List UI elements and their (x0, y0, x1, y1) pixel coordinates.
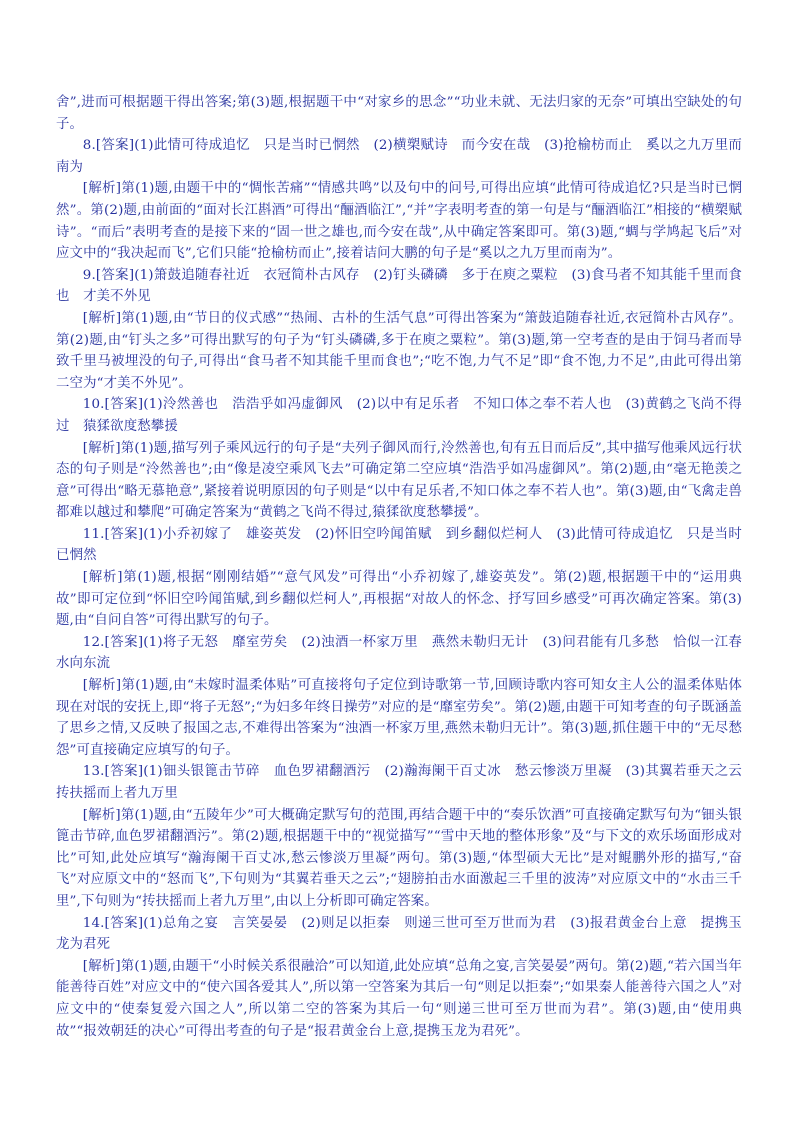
analysis-tag: [解析] (82, 570, 123, 586)
analysis-text: 第(1)题,由题干“小时候关系很融洽”可以知道,此处应填“总角之宴,言笑晏晏”两句。第(2)题,“若六国当年能善待百姓”对应文中的“使六国各爱其人”,所以第一空答案为其后一句“则足以拒秦”;“如果秦人能善待六国之人”对应文中的“使秦复爱六国之人”,所以第二空的答案为其后一句“则递三世可至万世而为君”。第(3)题,由“使用典故”“报效朝廷的决心”可得出考查的句子是“报君黄金台上意,提携玉龙为君死”。 (56, 958, 742, 1039)
analysis-paragraph-11 (56, 567, 742, 632)
answer-paragraph-13 (56, 761, 756, 804)
analysis-tag: [解析] (82, 678, 122, 694)
analysis-tag: [解析] (82, 310, 122, 326)
answer-text: (1)泠然善也 浩浩乎如冯虚御风 (2)以中有足乐者 不知口体之奉不若人也 (3)黄鹤之飞尚不得过 猿猱欲度愁攀援 (56, 397, 742, 434)
answer-paragraph-14 (56, 913, 742, 956)
answer-text: (1)钿头银篦击节碎 血色罗裙翻酒污 (2)瀚海阑干百丈冰 愁云惨淡万里凝 (3)其翼若垂天之云 抟扶摇而上者九万里 (56, 764, 756, 801)
analysis-text: 第(1)题,由“未嫁时温柔体贴”可直接将句子定位到诗歌第一节,回顾诗歌内容可知女主人公的温柔体贴体现在对氓的安抚上,即“将子无怒”;“为妇多年终日操劳”对应的是“靡室劳矣”。第(2)题,由题干可知考查的句子既涵盖了思乡之情,又反映了报国之志,不难得出答案为“浊酒一杯家万里,燕然未勒归无计”。第(3)题,抓住题干中的“无尽愁怨”可直接确定应填写的句子。 (56, 678, 742, 758)
answer-paragraph-8 (56, 135, 742, 178)
answer-tag: [答案] (104, 397, 144, 413)
analysis-paragraph-14 (56, 956, 742, 1042)
answer-paragraph-9 (56, 265, 742, 308)
answer-text: (1)小乔初嫁了 雄姿英发 (2)怀旧空吟闻笛赋 到乡翻似烂柯人 (3)此情可待成追忆 只是当时已惘然 (56, 526, 742, 564)
question-number: 13. (82, 764, 105, 780)
answer-tag: [答案] (95, 138, 135, 154)
question-number: 8. (82, 138, 96, 154)
question-number: 12. (82, 634, 105, 650)
analysis-tag: [解析] (82, 807, 121, 823)
intro-paragraph: 舍”,进而可根据题干得出答案;第(3)题,根据题干中“对家乡的思念”“功业未就、无法归家的无奈”可填出空缺处的句子。 (56, 95, 742, 132)
analysis-text: 第(1)题,描写列子乘风远行的句子是“夫列子御风而行,泠然善也,旬有五日而后反”,其中描写他乘风远行状态的句子则是“泠然善也”;由“像是凌空乘风飞去”可确定第二空应填“浩浩乎如冯虚御风”。第(2)题,由“毫无艳羡之意”可得出“略无慕艳意”,紧接着说明原因的句子则是“以中有足乐者,不知口体之奉不若人也”。第(3)题,由“飞禽走兽都难以越过和攀爬”可确定答案为“黄鹤之飞尚不得过,猿猱欲度愁攀援”。 (56, 440, 742, 521)
analysis-tag: [解析] (82, 958, 121, 974)
question-number: 10. (82, 397, 105, 413)
analysis-tag: [解析] (82, 440, 121, 456)
answer-paragraph-10 (56, 394, 742, 437)
answer-tag: [答案] (104, 915, 144, 931)
answer-paragraph-12 (56, 632, 742, 675)
answer-paragraph-11 (56, 524, 742, 567)
answer-tag: [答案] (95, 267, 135, 283)
answer-tag: [答案] (104, 634, 144, 650)
question-number: 11. (82, 526, 105, 542)
analysis-text: 第(1)题,根据“刚刚结婚”“意气风发”可得出“小乔初嫁了,雄姿英发”。第(2)题,根据题干中的“运用典故”即可定位到“怀旧空吟闻笛赋,到乡翻似烂柯人”,再根据“对故人的怀念、抒写回乡感受”可再次确定答案。第(3)题,由“自问自答”可得出默写的句子。 (56, 570, 742, 629)
answer-text: (1)此情可待成追忆 只是当时已惘然 (2)横槊赋诗 而今安在哉 (3)抢榆枋而止 奚以之九万里而南为 (56, 138, 742, 175)
answer-tag: [答案] (104, 526, 144, 542)
analysis-tag: [解析] (82, 181, 122, 197)
analysis-paragraph-10 (56, 438, 742, 524)
analysis-paragraph-13 (56, 805, 742, 913)
analysis-paragraph-12 (56, 675, 742, 761)
question-number: 9. (82, 267, 96, 283)
answer-text: (1)总角之宴 言笑晏晏 (2)则足以拒秦 则递三世可至万世而为君 (3)报君黄金台上意 提携玉龙为君死 (56, 915, 742, 953)
answer-text: (1)将子无怒 靡室劳矣 (2)浊酒一杯家万里 燕然未勒归无计 (3)问君能有几多愁 恰似一江春水向东流 (56, 634, 742, 672)
analysis-text: 第(1)题,由“节日的仪式感”“热闹、古朴的生活气息”可得出答案为“箫鼓追随春社近,衣冠简朴古风存”。第(2)题,由“钉头之多”可得出默写的句子为“钉头磷磷,多于在庾之粟粒”。第(3)题,第一空考查的是由于饲马者而导致千里马被埋没的句子,可得出“食马者不知其能千里而食也”;“吃不饱,力气不足”即“食不饱,力不足”,由此可得出第二空为“才美不外见”。 (56, 310, 742, 391)
analysis-paragraph-9 (56, 308, 742, 394)
answer-text: (1)箫鼓追随春社近 衣冠简朴古风存 (2)钉头磷磷 多于在庾之粟粒 (3)食马者不知其能千里而食也 才美不外见 (56, 267, 742, 305)
answer-page (56, 92, 756, 1042)
analysis-text: 第(1)题,由“五陵年少”可大概确定默写句的范围,再结合题干中的“奏乐饮酒”可直接确定默写句为“钿头银篦击节碎,血色罗裙翻酒污”。第(2)题,根据题干中的“视觉描写”“雪中天地的整体形象”及“与下文的欢乐场面形成对比”可知,此处应填写“瀚海阑干百丈冰,愁云惨淡万里凝”两句。第(3)题,“体型硕大无比”是对鲲鹏外形的描写,“奋飞”对应原文中的“怒而飞”,下句则为“其翼若垂天之云”;“翅膀拍击水面激起三千里的波涛”对应原文中的“水击三千里”,下句则为“抟扶摇而上者九万里”,由以上分析即可确定答案。 (56, 807, 742, 909)
answer-tag: [答案] (104, 764, 144, 780)
analysis-text: 第(1)题,由题干中的“惆怅苦痛”“情感共鸣”以及句中的问号,可得出应填“此情可待成追忆?只是当时已惘然”。第(2)题,由前面的“面对长江斟酒”可得出“酾酒临江”,“并”字表明考查的第一句是与“酾酒临江”相接的“横槊赋诗”。“而后”表明考查的是接下来的“固一世之雄也,而今安在哉”,从中确定答案即可。第(3)题,“蜩与学鸠起飞后”对应文中的“我决起而飞”,它们只能“抢榆枋而止”,接着诘问大鹏的句子是“奚以之九万里而南为”。 (56, 181, 742, 262)
question-number: 14. (82, 915, 105, 931)
analysis-paragraph-8 (56, 178, 742, 264)
